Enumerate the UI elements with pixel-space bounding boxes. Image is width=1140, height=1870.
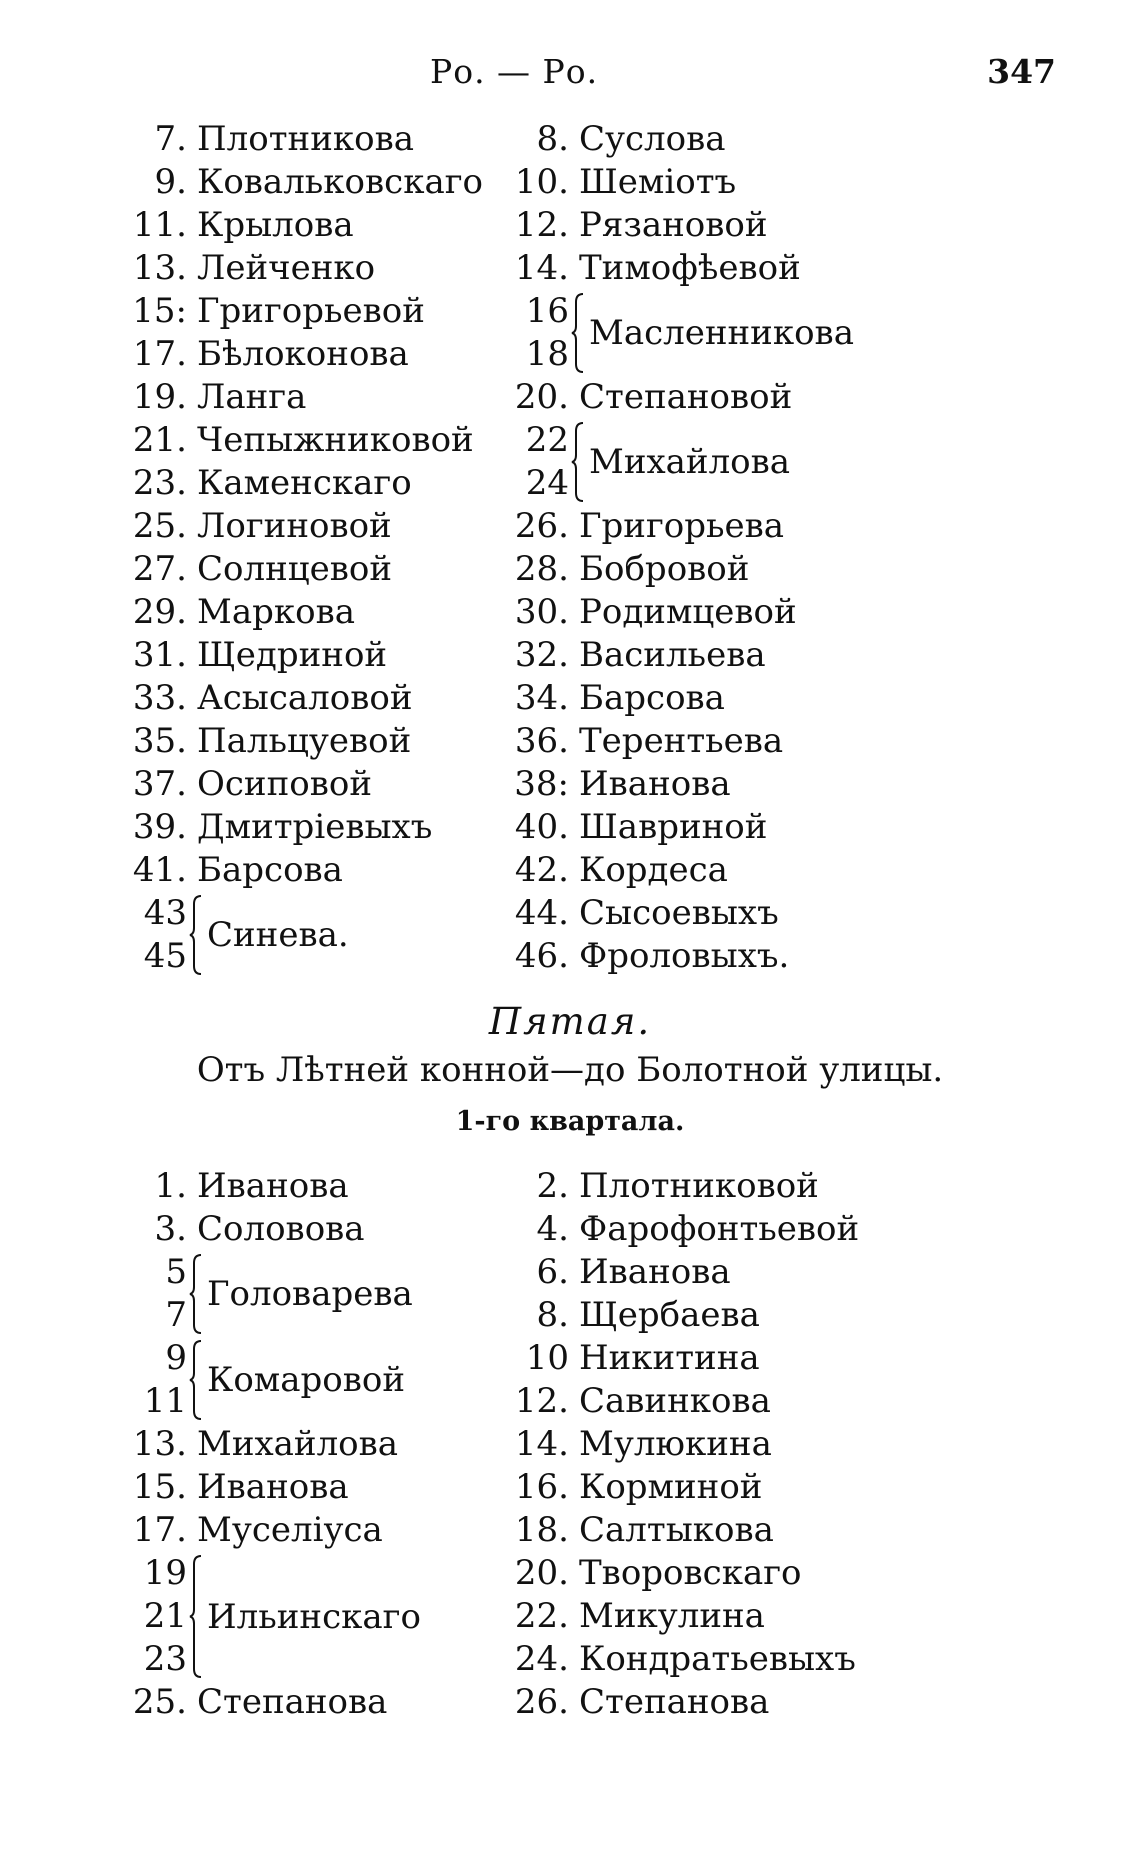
house-number: 22.: [514, 1596, 569, 1636]
list-entry: [502, 591, 854, 634]
grouped-house-numbers: [120, 1552, 187, 1681]
list-entry: [120, 849, 483, 892]
house-number: 46.: [514, 936, 569, 976]
list-entry: [120, 1466, 421, 1509]
owner-name: Иванова: [579, 1252, 731, 1292]
curly-brace-icon: [189, 1337, 205, 1423]
list-entry: [120, 505, 483, 548]
owner-name: Асысаловой: [197, 678, 413, 718]
house-number: 45: [143, 936, 187, 976]
house-number: 12.: [514, 205, 569, 245]
grouped-house-numbers: [502, 419, 569, 505]
owner-name: Суслова: [579, 119, 726, 159]
house-number: 16: [525, 291, 569, 331]
list-entry: [502, 1681, 859, 1724]
section-subtitle: Отъ Лѣтней конной—до Болотной улицы.: [196, 1050, 944, 1090]
grouped-house-numbers: [120, 892, 187, 978]
house-number: 18: [525, 334, 569, 374]
list-entry: [120, 1423, 421, 1466]
house-number: 28.: [514, 549, 569, 589]
house-number: 26.: [514, 1682, 569, 1722]
list-entry: [120, 161, 483, 204]
section2-right-column: [502, 1165, 859, 1724]
owner-name: Терентьева: [579, 721, 784, 761]
list-entry: [120, 118, 483, 161]
house-number: 20.: [514, 377, 569, 417]
house-number: 5: [165, 1252, 187, 1292]
list-entry: [502, 1165, 859, 1208]
house-number: 37.: [132, 764, 187, 804]
house-number: 24: [525, 463, 569, 503]
owner-name: Родимцевой: [579, 592, 797, 632]
house-number: 15:: [132, 291, 187, 331]
house-number: 21.: [132, 420, 187, 460]
house-number: 10.: [514, 162, 569, 202]
list-entry: [502, 849, 854, 892]
owner-name: Бѣлоконова: [197, 334, 409, 374]
list-entry: [502, 376, 854, 419]
list-entry: [120, 591, 483, 634]
owner-name: Творовскаго: [579, 1553, 802, 1593]
owner-name: Никитина: [579, 1338, 760, 1378]
list-entry: [120, 1681, 421, 1724]
owner-name: Мулюкина: [579, 1424, 772, 1464]
owner-name: Ланга: [197, 377, 307, 417]
house-number: 43: [143, 893, 187, 933]
owner-name: Плотникова: [197, 119, 414, 159]
list-entry: [502, 1466, 859, 1509]
owner-name: Иванова: [579, 764, 731, 804]
house-number: 29.: [132, 592, 187, 632]
house-number: 40.: [514, 807, 569, 847]
house-number: 30.: [514, 592, 569, 632]
house-number: 8.: [536, 119, 569, 159]
owner-name: Лейченко: [197, 248, 376, 288]
owner-name: Бобровой: [579, 549, 750, 589]
list-entry: [120, 1208, 421, 1251]
owner-name: Щербаева: [579, 1295, 760, 1335]
curly-brace-icon: [571, 290, 587, 376]
list-entry: [502, 161, 854, 204]
list-entry: [120, 677, 483, 720]
grouped-entry: [120, 1251, 421, 1337]
house-number: 42.: [514, 850, 569, 890]
owner-name: Сысоевыхъ: [579, 893, 779, 933]
house-number: 32.: [514, 635, 569, 675]
list-entry: [120, 763, 483, 806]
page-header: [0, 52, 1140, 102]
list-entry: [502, 892, 854, 935]
section1-right-column: [502, 118, 854, 978]
house-number: 23.: [132, 463, 187, 503]
owner-name: Степанова: [197, 1682, 388, 1722]
list-entry: [502, 935, 854, 978]
list-entry: [502, 505, 854, 548]
owner-name: Головарева: [207, 1274, 413, 1314]
list-entry: [120, 333, 483, 376]
list-entry: [120, 462, 483, 505]
list-entry: [120, 720, 483, 763]
owner-name: Крылова: [197, 205, 354, 245]
page-number: 347: [987, 52, 1056, 91]
house-number: 2.: [536, 1166, 569, 1206]
owner-name: Рязановой: [579, 205, 768, 245]
house-number: 10: [525, 1338, 569, 1378]
list-entry: [120, 1165, 421, 1208]
house-number: 7.: [154, 119, 187, 159]
section-title: Пятая.: [488, 1000, 652, 1043]
house-number: 19: [143, 1553, 187, 1593]
house-number: 14.: [514, 248, 569, 288]
house-number: 26.: [514, 506, 569, 546]
owner-name: Комаровой: [207, 1360, 406, 1400]
owner-name: Каменскаго: [197, 463, 412, 503]
house-number: 44.: [514, 893, 569, 933]
list-entry: [502, 1208, 859, 1251]
list-entry: [120, 1509, 421, 1552]
owner-name: Васильева: [579, 635, 766, 675]
house-number: 38:: [514, 764, 569, 804]
grouped-entry: [120, 1337, 421, 1423]
grouped-entry: [502, 419, 854, 505]
quarter-heading: 1-го квартала.: [455, 1106, 685, 1137]
list-entry: [502, 548, 854, 591]
list-entry: [502, 1552, 859, 1595]
house-number: 20.: [514, 1553, 569, 1593]
house-number: 3.: [154, 1209, 187, 1249]
house-number: 18.: [514, 1510, 569, 1550]
house-number: 25.: [132, 506, 187, 546]
list-entry: [502, 720, 854, 763]
owner-name: Щедриной: [197, 635, 388, 675]
house-number: 9.: [154, 162, 187, 202]
owner-name: Логиновой: [197, 506, 392, 546]
grouped-house-numbers: [502, 290, 569, 376]
list-entry: [502, 1509, 859, 1552]
list-entry: [120, 247, 483, 290]
house-number: 15.: [132, 1467, 187, 1507]
owner-name: Иванова: [197, 1467, 349, 1507]
list-entry: [120, 419, 483, 462]
list-entry: [120, 806, 483, 849]
house-number: 39.: [132, 807, 187, 847]
curly-brace-icon: [189, 1552, 205, 1681]
list-entry: [502, 1595, 859, 1638]
house-number: 25.: [132, 1682, 187, 1722]
owner-name: Степанова: [579, 1682, 770, 1722]
list-entry: [502, 1423, 859, 1466]
grouped-house-numbers: [120, 1251, 187, 1337]
list-entry: [120, 290, 483, 333]
house-number: 36.: [514, 721, 569, 761]
owner-name: Дмитріевыхъ: [197, 807, 433, 847]
house-number: 22: [525, 420, 569, 460]
list-entry: [502, 634, 854, 677]
house-number: 9: [165, 1338, 187, 1378]
owner-name: Фроловыхъ.: [579, 936, 790, 976]
house-number: 12.: [514, 1381, 569, 1421]
list-entry: [502, 1294, 859, 1337]
owner-name: Григорьева: [579, 506, 785, 546]
house-number: 35.: [132, 721, 187, 761]
house-number: 4.: [536, 1209, 569, 1249]
owner-name: Михайлова: [197, 1424, 399, 1464]
curly-brace-icon: [189, 1251, 205, 1337]
owner-name: Соловова: [197, 1209, 365, 1249]
owner-name: Савинкова: [579, 1381, 771, 1421]
owner-name: Михайлова: [589, 442, 791, 482]
owner-name: Муселіуса: [197, 1510, 383, 1550]
owner-name: Барсова: [579, 678, 725, 718]
section2-left-column: [120, 1165, 421, 1724]
owner-name: Фарофонтьевой: [579, 1209, 860, 1249]
house-number: 7: [165, 1295, 187, 1335]
owner-name: Ковальковскаго: [197, 162, 484, 202]
house-number: 33.: [132, 678, 187, 718]
owner-name: Шеміотъ: [579, 162, 737, 202]
owner-name: Пальцуевой: [197, 721, 412, 761]
grouped-entry: [502, 290, 854, 376]
house-number: 11.: [132, 205, 187, 245]
list-entry: [502, 247, 854, 290]
list-entry: [502, 204, 854, 247]
owner-name: Осиповой: [197, 764, 372, 804]
house-number: 14.: [514, 1424, 569, 1464]
house-number: 17.: [132, 1510, 187, 1550]
owner-name: Маркова: [197, 592, 355, 632]
list-entry: [502, 1380, 859, 1423]
list-entry: [120, 548, 483, 591]
owner-name: Солнцевой: [197, 549, 393, 589]
owner-name: Тимофѣевой: [579, 248, 801, 288]
grouped-entry: [120, 892, 483, 978]
list-entry: [502, 1638, 859, 1681]
owner-name: Корминой: [579, 1467, 763, 1507]
house-number: 13.: [132, 248, 187, 288]
house-number: 31.: [132, 635, 187, 675]
house-number: 34.: [514, 678, 569, 718]
list-entry: [120, 634, 483, 677]
house-number: 24.: [514, 1639, 569, 1679]
owner-name: Чепыжниковой: [197, 420, 474, 460]
running-title: Ро. — Ро.: [430, 52, 599, 91]
house-number: 16.: [514, 1467, 569, 1507]
house-number: 6.: [536, 1252, 569, 1292]
grouped-entry: [120, 1552, 421, 1681]
house-number: 13.: [132, 1424, 187, 1464]
section1-left-column: [120, 118, 483, 978]
owner-name: Микулина: [579, 1596, 765, 1636]
house-number: 8.: [536, 1295, 569, 1335]
list-entry: [502, 806, 854, 849]
list-entry: [502, 118, 854, 161]
house-number: 17.: [132, 334, 187, 374]
owner-name: Шавриной: [579, 807, 768, 847]
list-entry: [120, 204, 483, 247]
list-entry: [502, 1337, 859, 1380]
curly-brace-icon: [571, 419, 587, 505]
owner-name: Синева.: [207, 915, 349, 955]
house-number: 19.: [132, 377, 187, 417]
owner-name: Барсова: [197, 850, 343, 890]
grouped-house-numbers: [120, 1337, 187, 1423]
house-number: 27.: [132, 549, 187, 589]
list-entry: [502, 763, 854, 806]
owner-name: Степановой: [579, 377, 793, 417]
owner-name: Плотниковой: [579, 1166, 819, 1206]
owner-name: Кордеса: [579, 850, 728, 890]
house-number: 41.: [132, 850, 187, 890]
house-number: 11: [143, 1381, 187, 1421]
list-entry: [502, 1251, 859, 1294]
list-entry: [502, 677, 854, 720]
owner-name: Григорьевой: [197, 291, 425, 331]
owner-name: Иванова: [197, 1166, 349, 1206]
house-number: 1.: [154, 1166, 187, 1206]
curly-brace-icon: [189, 892, 205, 978]
owner-name: Ильинскаго: [207, 1596, 421, 1637]
owner-name: Масленникова: [589, 313, 854, 353]
owner-name: Кондратьевыхъ: [579, 1639, 856, 1679]
list-entry: [120, 376, 483, 419]
house-number: 21: [143, 1596, 187, 1636]
owner-name: Салтыкова: [579, 1510, 774, 1550]
house-number: 23: [143, 1639, 187, 1679]
